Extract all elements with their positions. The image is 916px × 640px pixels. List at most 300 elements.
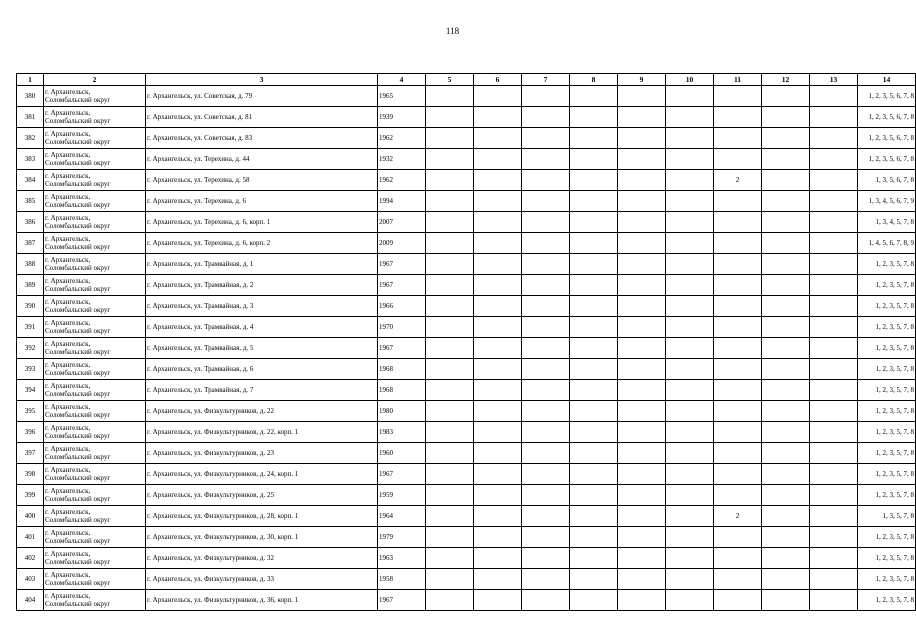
empty-cell	[522, 548, 570, 569]
empty-cell	[666, 233, 714, 254]
table-row	[17, 527, 916, 548]
district-cell	[44, 275, 146, 296]
empty-cell	[810, 380, 858, 401]
district-okrug: Соломбальский округ	[45, 243, 111, 251]
empty-cell	[666, 569, 714, 590]
district-okrug: Соломбальский округ	[45, 327, 111, 335]
district-city: г. Архангельск,	[45, 591, 91, 600]
empty-cell	[474, 527, 522, 548]
row-number-cell: 404	[17, 590, 44, 611]
empty-cell	[810, 107, 858, 128]
criteria-cell: 1, 2, 3, 5, 7, 8	[858, 548, 916, 569]
address-cell: г. Архангельск, ул. Физкультурников, д. 22, корп. 1	[146, 422, 378, 443]
district-city: г. Архангельск,	[45, 171, 91, 180]
row-number-cell: 395	[17, 401, 44, 422]
empty-cell	[762, 275, 810, 296]
empty-cell	[618, 569, 666, 590]
district-city: г. Архангельск,	[45, 150, 91, 159]
column-11-cell	[714, 590, 762, 611]
district-cell	[44, 338, 146, 359]
address-cell: г. Архангельск, ул. Трамвайная, д. 1	[146, 254, 378, 275]
row-number-cell: 383	[17, 149, 44, 170]
criteria-cell: 1, 2, 3, 5, 6, 7, 8	[858, 128, 916, 149]
table-row	[17, 401, 916, 422]
empty-cell	[426, 170, 474, 191]
year-cell: 1962	[378, 128, 426, 149]
empty-cell	[522, 338, 570, 359]
table-row	[17, 380, 916, 401]
empty-cell	[762, 170, 810, 191]
address-cell: г. Архангельск, ул. Физкультурников, д. 33	[146, 569, 378, 590]
district-cell	[44, 317, 146, 338]
empty-cell	[570, 506, 618, 527]
empty-cell	[762, 86, 810, 107]
district-city: г. Архангельск,	[45, 213, 91, 222]
row-number-cell: 388	[17, 254, 44, 275]
empty-cell	[522, 149, 570, 170]
year-cell: 2009	[378, 233, 426, 254]
empty-cell	[666, 548, 714, 569]
criteria-cell: 1, 2, 3, 5, 7, 8	[858, 443, 916, 464]
empty-cell	[474, 107, 522, 128]
district-cell	[44, 401, 146, 422]
empty-cell	[426, 569, 474, 590]
empty-cell	[618, 485, 666, 506]
empty-cell	[810, 401, 858, 422]
district-city: г. Архангельск,	[45, 234, 91, 243]
empty-cell	[810, 443, 858, 464]
district-city: г. Архангельск,	[45, 465, 91, 474]
empty-cell	[426, 359, 474, 380]
table-row	[17, 485, 916, 506]
criteria-cell: 1, 2, 3, 5, 6, 7, 8	[858, 149, 916, 170]
empty-cell	[810, 590, 858, 611]
row-number-cell: 384	[17, 170, 44, 191]
empty-cell	[570, 338, 618, 359]
row-number-cell: 392	[17, 338, 44, 359]
column-11-cell	[714, 107, 762, 128]
empty-cell	[474, 233, 522, 254]
criteria-cell: 1, 2, 3, 5, 7, 8	[858, 380, 916, 401]
criteria-cell: 1, 2, 3, 5, 7, 8	[858, 317, 916, 338]
empty-cell	[426, 443, 474, 464]
address-cell: г. Архангельск, ул. Физкультурников, д. 32	[146, 548, 378, 569]
district-city: г. Архангельск,	[45, 318, 91, 327]
criteria-cell: 1, 2, 3, 5, 6, 7, 8	[858, 86, 916, 107]
year-cell: 1967	[378, 254, 426, 275]
address-cell: г. Архангельск, ул. Терехина, д. 58	[146, 170, 378, 191]
empty-cell	[522, 443, 570, 464]
table-row	[17, 548, 916, 569]
empty-cell	[618, 317, 666, 338]
year-cell: 1932	[378, 149, 426, 170]
empty-cell	[426, 590, 474, 611]
empty-cell	[474, 485, 522, 506]
column-11-cell	[714, 254, 762, 275]
address-cell: г. Архангельск, ул. Советская, д. 79	[146, 86, 378, 107]
table-row	[17, 506, 916, 527]
column-11-cell	[714, 380, 762, 401]
empty-cell	[762, 380, 810, 401]
empty-cell	[522, 191, 570, 212]
column-header: 5	[426, 74, 474, 86]
address-cell: г. Архангельск, ул. Трамвайная, д. 2	[146, 275, 378, 296]
column-header: 12	[762, 74, 810, 86]
year-cell: 1968	[378, 380, 426, 401]
empty-cell	[522, 464, 570, 485]
district-cell	[44, 191, 146, 212]
district-city: г. Архангельск,	[45, 549, 91, 558]
criteria-cell: 1, 2, 3, 5, 7, 8	[858, 401, 916, 422]
empty-cell	[474, 422, 522, 443]
district-cell	[44, 296, 146, 317]
empty-cell	[666, 338, 714, 359]
empty-cell	[666, 212, 714, 233]
empty-cell	[474, 338, 522, 359]
empty-cell	[570, 527, 618, 548]
year-cell: 1963	[378, 548, 426, 569]
empty-cell	[570, 86, 618, 107]
empty-cell	[474, 254, 522, 275]
empty-cell	[522, 296, 570, 317]
empty-cell	[762, 590, 810, 611]
district-city: г. Архангельск,	[45, 381, 91, 390]
address-cell: г. Архангельск, ул. Физкультурников, д. 28, корп. 1	[146, 506, 378, 527]
empty-cell	[474, 86, 522, 107]
empty-cell	[666, 590, 714, 611]
empty-cell	[762, 527, 810, 548]
year-cell: 1962	[378, 170, 426, 191]
district-cell	[44, 590, 146, 611]
year-cell: 1958	[378, 569, 426, 590]
empty-cell	[762, 401, 810, 422]
criteria-cell: 1, 3, 5, 6, 7, 8	[858, 170, 916, 191]
empty-cell	[570, 464, 618, 485]
address-cell: г. Архангельск, ул. Физкультурников, д. 23	[146, 443, 378, 464]
table-body	[17, 86, 916, 611]
district-cell	[44, 107, 146, 128]
table-row	[17, 590, 916, 611]
empty-cell	[810, 548, 858, 569]
district-okrug: Соломбальский округ	[45, 411, 111, 419]
empty-cell	[522, 359, 570, 380]
criteria-cell: 1, 3, 4, 5, 6, 7, 9	[858, 191, 916, 212]
empty-cell	[570, 443, 618, 464]
empty-cell	[762, 359, 810, 380]
empty-cell	[618, 506, 666, 527]
empty-cell	[522, 506, 570, 527]
empty-cell	[474, 128, 522, 149]
empty-cell	[570, 485, 618, 506]
column-11-cell	[714, 359, 762, 380]
district-cell	[44, 128, 146, 149]
empty-cell	[810, 464, 858, 485]
empty-cell	[666, 485, 714, 506]
empty-cell	[570, 380, 618, 401]
district-city: г. Архангельск,	[45, 297, 91, 306]
district-city: г. Архангельск,	[45, 255, 91, 264]
empty-cell	[618, 338, 666, 359]
year-cell: 1967	[378, 338, 426, 359]
empty-cell	[570, 149, 618, 170]
district-city: г. Архангельск,	[45, 423, 91, 432]
empty-cell	[522, 422, 570, 443]
empty-cell	[666, 317, 714, 338]
year-cell: 1967	[378, 590, 426, 611]
empty-cell	[762, 443, 810, 464]
empty-cell	[810, 149, 858, 170]
empty-cell	[618, 380, 666, 401]
district-city: г. Архангельск,	[45, 486, 91, 495]
empty-cell	[810, 191, 858, 212]
empty-cell	[570, 107, 618, 128]
year-cell: 1994	[378, 191, 426, 212]
empty-cell	[810, 128, 858, 149]
empty-cell	[522, 401, 570, 422]
empty-cell	[522, 212, 570, 233]
table-row	[17, 464, 916, 485]
column-11-cell	[714, 548, 762, 569]
column-11-cell	[714, 128, 762, 149]
address-cell: г. Архангельск, ул. Трамвайная, д. 4	[146, 317, 378, 338]
empty-cell	[522, 86, 570, 107]
empty-cell	[666, 128, 714, 149]
empty-cell	[570, 128, 618, 149]
empty-cell	[474, 506, 522, 527]
empty-cell	[426, 527, 474, 548]
empty-cell	[762, 338, 810, 359]
address-cell: г. Архангельск, ул. Физкультурников, д. 25	[146, 485, 378, 506]
empty-cell	[474, 170, 522, 191]
year-cell: 1939	[378, 107, 426, 128]
empty-cell	[810, 506, 858, 527]
empty-cell	[522, 317, 570, 338]
row-number-cell: 386	[17, 212, 44, 233]
column-11-cell: 2	[714, 170, 762, 191]
year-cell: 1967	[378, 275, 426, 296]
empty-cell	[762, 233, 810, 254]
column-11-cell	[714, 527, 762, 548]
district-okrug: Соломбальский округ	[45, 138, 111, 146]
empty-cell	[666, 422, 714, 443]
row-number-cell: 399	[17, 485, 44, 506]
empty-cell	[762, 569, 810, 590]
district-city: г. Архангельск,	[45, 339, 91, 348]
year-cell: 1970	[378, 317, 426, 338]
district-okrug: Соломбальский округ	[45, 306, 111, 314]
address-cell: г. Архангельск, ул. Терехина, д. 6, корп. 2	[146, 233, 378, 254]
empty-cell	[762, 191, 810, 212]
empty-cell	[810, 233, 858, 254]
criteria-cell: 1, 2, 3, 5, 7, 8	[858, 569, 916, 590]
empty-cell	[666, 464, 714, 485]
empty-cell	[762, 548, 810, 569]
district-city: г. Архангельск,	[45, 360, 91, 369]
empty-cell	[666, 86, 714, 107]
empty-cell	[570, 212, 618, 233]
address-cell: г. Архангельск, ул. Терехина, д. 44	[146, 149, 378, 170]
criteria-cell: 1, 3, 5, 7, 8	[858, 506, 916, 527]
row-number-cell: 391	[17, 317, 44, 338]
table-row	[17, 254, 916, 275]
empty-cell	[762, 485, 810, 506]
district-okrug: Соломбальский округ	[45, 264, 111, 272]
empty-cell	[666, 191, 714, 212]
empty-cell	[426, 380, 474, 401]
district-cell	[44, 86, 146, 107]
empty-cell	[426, 464, 474, 485]
criteria-cell: 1, 2, 3, 5, 7, 8	[858, 296, 916, 317]
empty-cell	[762, 128, 810, 149]
district-cell	[44, 527, 146, 548]
district-okrug: Соломбальский округ	[45, 222, 111, 230]
district-cell	[44, 149, 146, 170]
empty-cell	[522, 107, 570, 128]
column-11-cell	[714, 443, 762, 464]
empty-cell	[618, 212, 666, 233]
table-row	[17, 107, 916, 128]
empty-cell	[426, 275, 474, 296]
table-row	[17, 359, 916, 380]
empty-cell	[666, 443, 714, 464]
empty-cell	[762, 212, 810, 233]
district-okrug: Соломбальский округ	[45, 579, 111, 587]
empty-cell	[474, 191, 522, 212]
district-okrug: Соломбальский округ	[45, 558, 111, 566]
empty-cell	[666, 401, 714, 422]
district-okrug: Соломбальский округ	[45, 159, 111, 167]
empty-cell	[570, 401, 618, 422]
empty-cell	[474, 359, 522, 380]
empty-cell	[666, 170, 714, 191]
district-okrug: Соломбальский округ	[45, 201, 111, 209]
empty-cell	[474, 548, 522, 569]
district-cell	[44, 380, 146, 401]
empty-cell	[570, 170, 618, 191]
empty-cell	[618, 233, 666, 254]
table-row	[17, 170, 916, 191]
header-row	[17, 74, 916, 86]
district-cell	[44, 569, 146, 590]
address-cell: г. Архангельск, ул. Терехина, д. 6, корп. 1	[146, 212, 378, 233]
empty-cell	[570, 191, 618, 212]
district-cell	[44, 212, 146, 233]
district-okrug: Соломбальский округ	[45, 600, 111, 608]
empty-cell	[426, 548, 474, 569]
empty-cell	[522, 590, 570, 611]
empty-cell	[426, 107, 474, 128]
column-11-cell	[714, 422, 762, 443]
address-cell: г. Архангельск, ул. Трамвайная, д. 7	[146, 380, 378, 401]
district-cell	[44, 443, 146, 464]
district-cell	[44, 170, 146, 191]
table-row	[17, 212, 916, 233]
empty-cell	[426, 254, 474, 275]
district-okrug: Соломбальский округ	[45, 516, 111, 524]
district-okrug: Соломбальский округ	[45, 390, 111, 398]
district-okrug: Соломбальский округ	[45, 180, 111, 188]
district-cell	[44, 254, 146, 275]
column-11-cell	[714, 401, 762, 422]
table-row	[17, 296, 916, 317]
empty-cell	[426, 296, 474, 317]
empty-cell	[426, 149, 474, 170]
district-city: г. Архангельск,	[45, 192, 91, 201]
address-cell: г. Архангельск, ул. Трамвайная, д. 3	[146, 296, 378, 317]
year-cell: 1983	[378, 422, 426, 443]
empty-cell	[618, 128, 666, 149]
empty-cell	[474, 401, 522, 422]
empty-cell	[618, 359, 666, 380]
empty-cell	[762, 107, 810, 128]
empty-cell	[570, 590, 618, 611]
criteria-cell: 1, 2, 3, 5, 7, 8	[858, 275, 916, 296]
empty-cell	[474, 275, 522, 296]
column-header: 9	[618, 74, 666, 86]
column-header: 2	[44, 74, 146, 86]
row-number-cell: 385	[17, 191, 44, 212]
row-number-cell: 397	[17, 443, 44, 464]
column-header: 7	[522, 74, 570, 86]
empty-cell	[618, 149, 666, 170]
column-header: 13	[810, 74, 858, 86]
empty-cell	[666, 107, 714, 128]
district-city: г. Архангельск,	[45, 528, 91, 537]
row-number-cell: 387	[17, 233, 44, 254]
district-cell	[44, 359, 146, 380]
column-header: 14	[858, 74, 916, 86]
column-11-cell	[714, 86, 762, 107]
empty-cell	[618, 254, 666, 275]
row-number-cell: 380	[17, 86, 44, 107]
empty-cell	[570, 254, 618, 275]
housing-registry-table	[16, 73, 916, 611]
address-cell: г. Архангельск, ул. Советская, д. 83	[146, 128, 378, 149]
empty-cell	[618, 464, 666, 485]
empty-cell	[810, 275, 858, 296]
year-cell: 1980	[378, 401, 426, 422]
table-row	[17, 422, 916, 443]
criteria-cell: 1, 2, 3, 5, 7, 8	[858, 359, 916, 380]
empty-cell	[810, 485, 858, 506]
table-row	[17, 443, 916, 464]
district-city: г. Архангельск,	[45, 570, 91, 579]
empty-cell	[666, 149, 714, 170]
empty-cell	[666, 296, 714, 317]
row-number-cell: 396	[17, 422, 44, 443]
address-cell: г. Архангельск, ул. Физкультурников, д. 30, корп. 1	[146, 527, 378, 548]
table-row	[17, 149, 916, 170]
empty-cell	[522, 485, 570, 506]
empty-cell	[426, 401, 474, 422]
empty-cell	[570, 359, 618, 380]
row-number-cell: 394	[17, 380, 44, 401]
empty-cell	[570, 296, 618, 317]
district-okrug: Соломбальский округ	[45, 96, 111, 104]
empty-cell	[666, 359, 714, 380]
address-cell: г. Архангельск, ул. Терехина, д. 6	[146, 191, 378, 212]
empty-cell	[618, 443, 666, 464]
empty-cell	[522, 527, 570, 548]
empty-cell	[762, 296, 810, 317]
district-cell	[44, 233, 146, 254]
empty-cell	[666, 506, 714, 527]
criteria-cell: 1, 2, 3, 5, 7, 8	[858, 590, 916, 611]
row-number-cell: 382	[17, 128, 44, 149]
empty-cell	[666, 254, 714, 275]
district-city: г. Архангельск,	[45, 276, 91, 285]
empty-cell	[810, 254, 858, 275]
